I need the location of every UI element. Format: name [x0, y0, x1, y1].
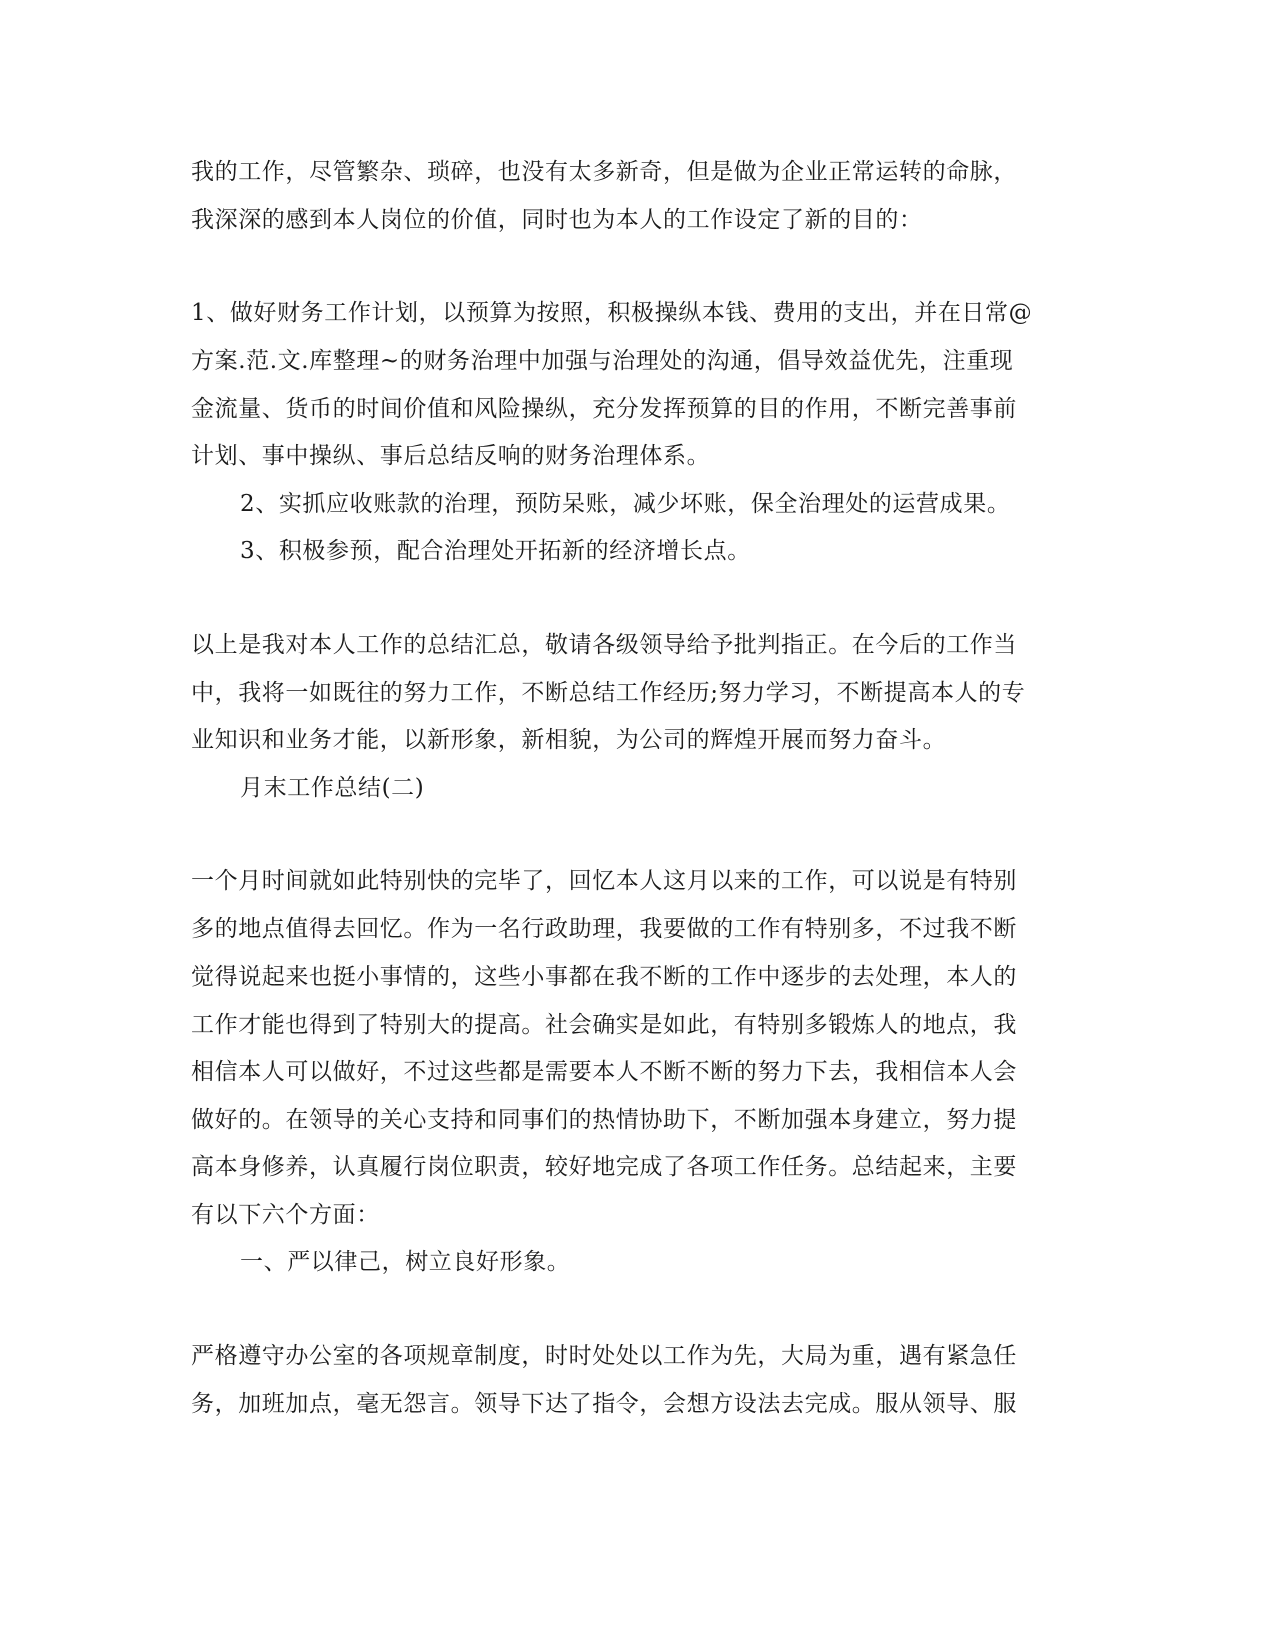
text-line: 高本身修养，认真履行岗位职责，较好地完成了各项工作任务。总结起来，主要 — [191, 1154, 1017, 1180]
text-line: 工作才能也得到了特别大的提高。社会确实是如此，有特别多锻炼人的地点，我 — [191, 1012, 1017, 1038]
text-line: 多的地点值得去回忆。作为一名行政助理，我要做的工作有特别多，不过我不断 — [191, 916, 1017, 942]
text-line: 相信本人可以做好，不过这些都是需要本人不断不断的努力下去，我相信本人会 — [191, 1059, 1017, 1085]
text-line: 以上是我对本人工作的总结汇总，敬请各级领导给予批判指正。在今后的工作当 — [191, 632, 1017, 658]
text-line: 有以下六个方面： — [191, 1202, 380, 1228]
text-line: 2、实抓应收账款的治理，预防呆账，减少坏账，保全治理处的运营成果。 — [240, 491, 1011, 517]
text-line: 3、积极参预，配合治理处开拓新的经济增长点。 — [240, 538, 751, 564]
text-line: 觉得说起来也挺小事情的，这些小事都在我不断的工作中逐步的去处理，本人的 — [191, 964, 1017, 990]
text-line: 业知识和业务才能，以新形象，新相貌，为公司的辉煌开展而努力奋斗。 — [191, 727, 947, 753]
text-line: 务，加班加点，毫无怨言。领导下达了指令，会想方设法去完成。服从领导、服 — [191, 1391, 1017, 1417]
text-line: 我的工作，尽管繁杂、琐碎，也没有太多新奇，但是做为企业正常运转的命脉， — [191, 159, 1017, 185]
text-line: 方案.范.文.库整理~的财务治理中加强与治理处的沟通，倡导效益优先，注重现 — [191, 348, 1014, 374]
text-line: 做好的。在领导的关心支持和同事们的热情协助下，不断加强本身建立，努力提 — [191, 1107, 1017, 1133]
text-line: 严格遵守办公室的各项规章制度，时时处处以工作为先，大局为重，遇有紧急任 — [191, 1343, 1017, 1369]
section-heading: 月末工作总结(二) — [240, 775, 425, 801]
list-heading: 一、严以律己，树立良好形象。 — [240, 1249, 571, 1275]
text-line: 中，我将一如既往的努力工作，不断总结工作经历;努力学习，不断提高本人的专 — [191, 680, 1026, 706]
text-line: 金流量、货币的时间价值和风险操纵，充分发挥预算的目的作用，不断完善事前 — [191, 396, 1017, 422]
text-line: 我深深的感到本人岗位的价值，同时也为本人的工作设定了新的目的： — [191, 207, 923, 233]
text-line: 计划、事中操纵、事后总结反响的财务治理体系。 — [191, 443, 711, 469]
text-line: 一个月时间就如此特别快的完毕了，回忆本人这月以来的工作，可以说是有特别 — [191, 868, 1017, 894]
text-line: 1、做好财务工作计划，以预算为按照，积极操纵本钱、费用的支出，并在日常@ — [191, 300, 1033, 326]
